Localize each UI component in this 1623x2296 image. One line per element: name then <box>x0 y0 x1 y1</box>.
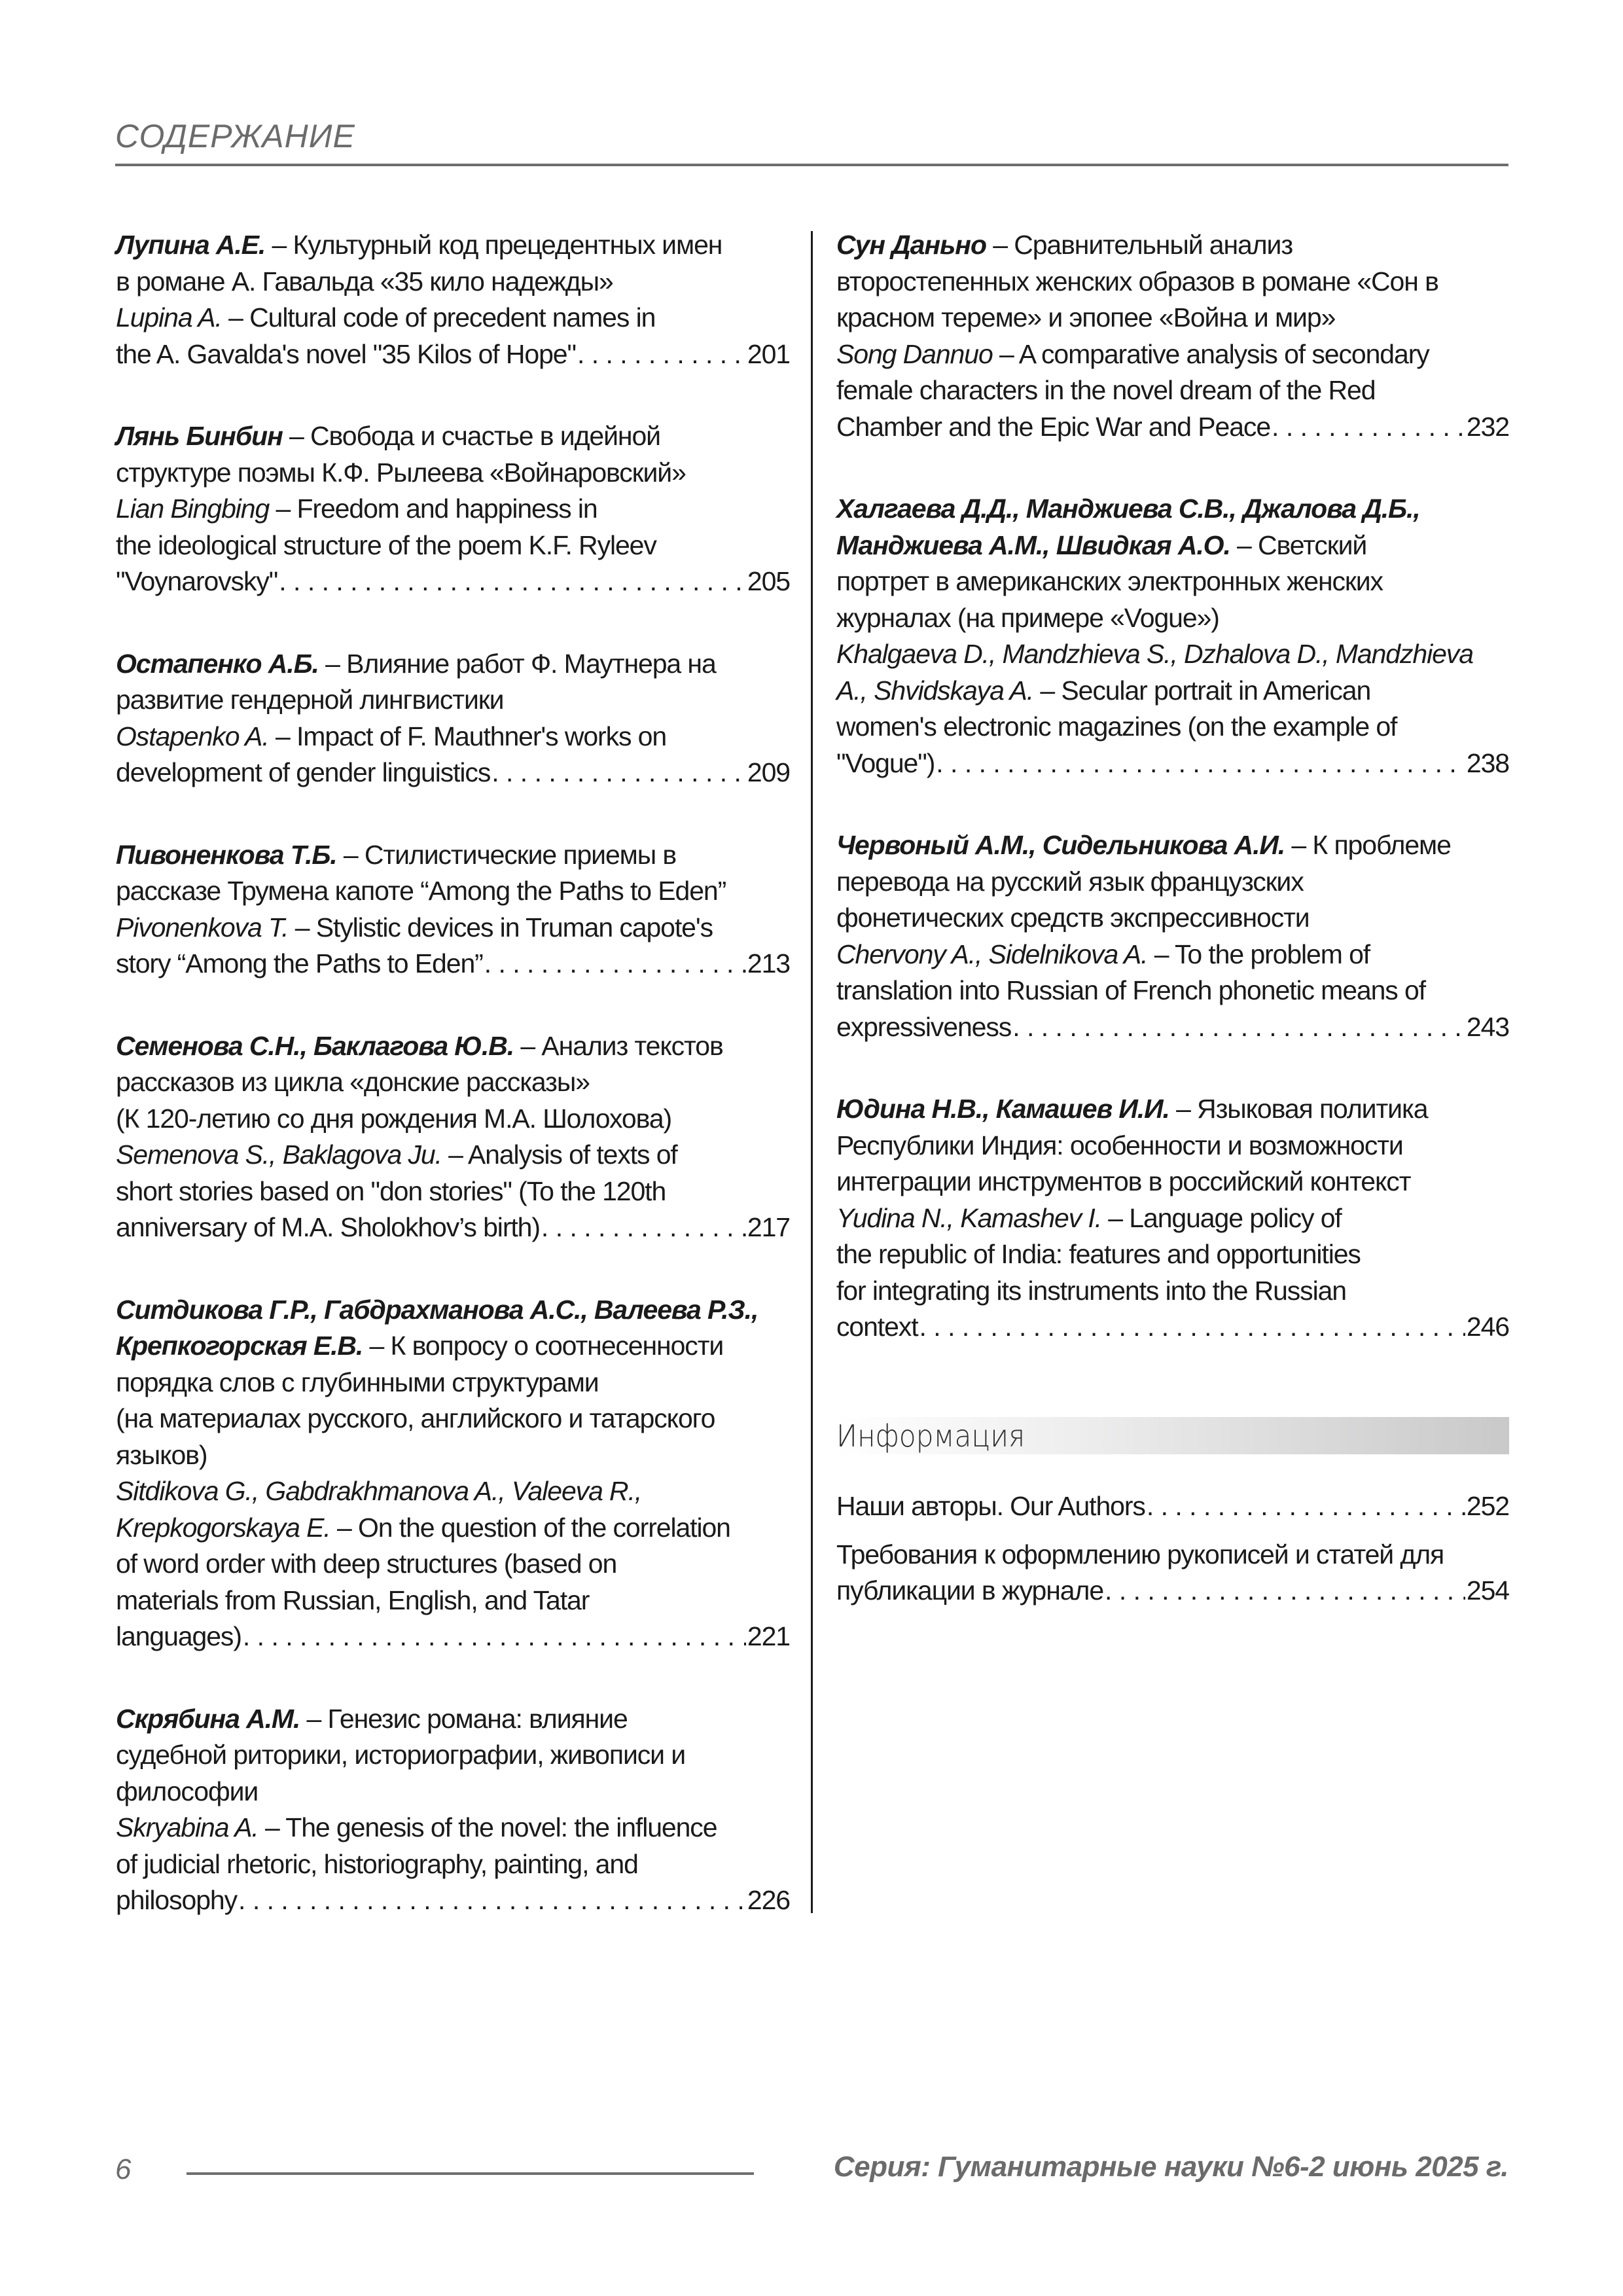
entry-english <box>116 719 790 755</box>
page-title: СОДЕРЖАНИЕ <box>115 118 355 154</box>
info-section <box>836 1417 1509 1621</box>
entry-ru-title-line: красном тереме» и эпопее «Война и мир» <box>836 302 1336 332</box>
entry-en-title-line: of word order with deep structures (based on <box>116 1549 617 1579</box>
entry-page-number[interactable]: 246 <box>1466 1312 1509 1342</box>
info-item-title: публикации в журнале <box>836 1575 1104 1605</box>
entry-ru-authors: Лупина А.Е. <box>116 230 266 260</box>
entry-en-title-line: expressiveness <box>836 1011 1012 1042</box>
entry-russian <box>116 1028 790 1138</box>
entry-english <box>836 336 1509 409</box>
dot-leader <box>936 745 1465 782</box>
entry-page-number[interactable]: 232 <box>1466 411 1509 442</box>
entry-page-number[interactable]: 205 <box>747 566 790 596</box>
entry-en-title-line: – To the problem of <box>1154 939 1370 969</box>
entry-ru-authors: Пивоненкова Т.Б. <box>116 839 337 870</box>
entry-page-number[interactable]: 226 <box>747 1885 790 1915</box>
entry-en-title-line: philosophy <box>116 1885 238 1915</box>
entry-en-title-line: – Impact of F. Mauthner's works on <box>276 721 667 751</box>
entry-en-title-line: development of gender linguistics <box>116 757 491 787</box>
info-item-title: Наши авторы. Our Authors <box>836 1491 1145 1521</box>
entry-last-line <box>836 409 1509 446</box>
entry-ru-title-line: философии <box>116 1776 259 1806</box>
entry-ru-title-line: структуре поэмы К.Ф. Рылеева «Войнаровский» <box>116 457 686 488</box>
entry-en-authors: Song Dannuo <box>836 338 993 369</box>
dot-leader <box>1272 409 1465 446</box>
entry-russian <box>116 837 790 910</box>
entry-russian <box>116 1701 790 1810</box>
entry-page-number[interactable]: 209 <box>747 757 790 787</box>
entry-en-title-line: – Cultural code of precedent names in <box>228 302 656 332</box>
entry-last-line <box>836 1009 1509 1046</box>
entry-ru-title-line: (на материалах русского, английского и татарского <box>116 1403 715 1433</box>
footer-page-number: 6 <box>115 2153 132 2185</box>
entry-en-title-line: materials from Russian, English, and Tatar <box>116 1585 590 1615</box>
entry-ru-authors: Скрябина А.М. <box>116 1703 300 1734</box>
entry-ru-authors: Ситдикова Г.Р., Габдрахманова А.С., Валеева Р.З., Крепкогорская Е.В. <box>116 1294 758 1361</box>
entry-page-number[interactable]: 213 <box>747 948 790 978</box>
entry-en-authors: Pivonenkova T. <box>116 912 289 942</box>
entry-ru-authors: Семенова С.Н., Баклагова Ю.В. <box>116 1030 514 1061</box>
toc-entry[interactable] <box>116 418 790 600</box>
toc-entry[interactable] <box>836 1091 1509 1346</box>
entry-ru-title-line: журналах (на примере «Vogue») <box>836 602 1219 633</box>
entry-page-number[interactable]: 238 <box>1466 747 1509 778</box>
entry-english <box>116 910 790 946</box>
entry-ru-title-line: фонетических средств экспрессивности <box>836 903 1310 933</box>
column-divider <box>811 231 813 1913</box>
entry-ru-title-line: рассказов из цикла «донские рассказы» <box>116 1067 590 1097</box>
entry-ru-title-line: – Сравнительный анализ <box>993 230 1293 260</box>
dot-leader <box>491 755 746 791</box>
info-list <box>836 1488 1509 1609</box>
toc-right-column <box>836 227 1509 1391</box>
entry-ru-title-line: рассказе Трумена капоте “Among the Paths to Eden” <box>116 876 726 906</box>
entry-en-authors: Khalgaeva D., Mandzhieva S., Dzhalova D., Mandzhieva A., Shvidskaya A. <box>836 639 1473 706</box>
entry-ru-title-line: судебной риторики, историографии, живописи и <box>116 1740 686 1770</box>
toc-entry[interactable] <box>836 491 1509 781</box>
entry-russian <box>116 646 790 719</box>
dot-leader <box>1105 1573 1465 1609</box>
toc-entry[interactable] <box>116 1028 790 1246</box>
entry-en-title-line: "Vogue") <box>836 747 935 778</box>
entry-en-title-line: the ideological structure of the poem K.F. Ryleev <box>116 529 656 560</box>
toc-entry[interactable] <box>116 1701 790 1919</box>
entry-english <box>836 937 1509 1009</box>
info-item[interactable] <box>836 1488 1509 1525</box>
entry-ru-title-line: – Свобода и счастье в идейной <box>289 421 660 451</box>
dot-leader <box>1012 1009 1465 1046</box>
info-item-line: Требования к оформлению рукописей и статей для <box>836 1539 1444 1570</box>
entry-ru-title-line: портрет в американских электронных женских <box>836 566 1383 596</box>
dot-leader <box>243 1619 746 1655</box>
info-item-last-line <box>836 1488 1509 1525</box>
footer-series-title: Серия: Гуманитарные науки №6-2 июнь 2025 г. <box>833 2151 1508 2183</box>
entry-ru-authors: Сун Даньно <box>836 230 986 260</box>
entry-en-authors: Lian Bingbing <box>116 493 270 524</box>
entry-ru-title-line: (К 120-летию со дня рождения М.А. Шолохова) <box>116 1103 672 1134</box>
dot-leader <box>541 1210 746 1246</box>
entry-en-title-line: – Stylistic devices in Truman capote's <box>294 912 713 942</box>
entry-last-line <box>116 946 790 982</box>
entry-ru-title-line: второстепенных женских образов в романе «Сон в <box>836 266 1438 296</box>
entry-ru-title-line: Республики Индия: особенности и возможности <box>836 1130 1403 1160</box>
toc-entry[interactable] <box>116 646 790 791</box>
entry-ru-title-line: – Стилистические приемы в <box>343 839 677 870</box>
info-item-last-line <box>836 1573 1509 1609</box>
info-item-page-number[interactable]: 254 <box>1466 1575 1509 1605</box>
entry-en-title-line: – Language policy of <box>1108 1202 1342 1233</box>
entry-last-line <box>116 1619 790 1655</box>
entry-english <box>116 1137 790 1210</box>
entry-en-title-line: the republic of India: features and opportunities <box>836 1239 1361 1269</box>
entry-last-line <box>836 1309 1509 1346</box>
entry-ru-title-line: – К проблеме <box>1291 830 1451 860</box>
entry-last-line <box>116 564 790 600</box>
toc-entry[interactable] <box>116 227 790 372</box>
entry-en-title-line: – Analysis of texts of <box>448 1139 677 1170</box>
entry-ru-title-line: – Языковая политика <box>1176 1094 1428 1124</box>
entry-en-authors: Yudina N., Kamashev I. <box>836 1202 1101 1233</box>
entry-page-number[interactable]: 243 <box>1466 1011 1509 1042</box>
entry-english <box>836 636 1509 745</box>
entry-page-number[interactable]: 201 <box>747 338 790 369</box>
entry-en-title-line: "Voynarovsky" <box>116 566 278 596</box>
entry-en-authors: Chervony A., Sidelnikova A. <box>836 939 1148 969</box>
entry-ru-title-line: – Генезис романа: влияние <box>306 1703 628 1734</box>
entry-en-authors: Ostapenko A. <box>116 721 269 751</box>
entry-ru-title-line: интеграции инструментов в российский контекст <box>836 1166 1411 1196</box>
entry-last-line <box>836 745 1509 782</box>
entry-english <box>116 1810 790 1882</box>
entry-russian <box>836 491 1509 636</box>
entry-en-title-line: Chamber and the Epic War and Peace <box>836 411 1271 442</box>
entry-ru-title-line: в романе А. Гавальда «35 кило надежды» <box>116 266 613 296</box>
entry-ru-authors: Червоный А.М., Сидельникова А.И. <box>836 830 1285 860</box>
toc-entry[interactable] <box>116 837 790 982</box>
entry-en-authors: Semenova S., Baklagova Ju. <box>116 1139 442 1170</box>
entry-ru-title-line: языков) <box>116 1439 207 1470</box>
dot-leader <box>279 564 746 600</box>
entry-en-authors: Sitdikova G., Gabdrakhmanova A., Valeeva R., Krepkogorskaya E. <box>116 1476 642 1543</box>
info-section-title: Информация <box>836 1418 1026 1454</box>
entry-en-title-line: languages) <box>116 1621 241 1651</box>
entry-ru-title-line: перевода на русский язык французских <box>836 866 1304 897</box>
info-item[interactable] <box>836 1537 1509 1609</box>
entry-english <box>116 1473 790 1619</box>
entry-page-number[interactable]: 221 <box>747 1621 790 1651</box>
entry-ru-title-line: – Культурный код прецедентных имен <box>272 230 722 260</box>
entry-en-title-line: – A comparative analysis of secondary <box>999 338 1429 369</box>
entry-en-authors: Skryabina A. <box>116 1812 259 1842</box>
entry-en-title-line: for integrating its instruments into the Russian <box>836 1275 1346 1306</box>
entry-en-title-line: context <box>836 1312 918 1342</box>
entry-ru-authors: Юдина Н.В., Камашев И.И. <box>836 1094 1169 1124</box>
entry-russian <box>836 827 1509 937</box>
entry-english <box>836 1200 1509 1310</box>
entry-en-title-line: anniversary of M.A. Sholokhov’s birth) <box>116 1212 540 1242</box>
entry-russian <box>836 1091 1509 1200</box>
entry-ru-title-line: – Влияние работ Ф. Маутнера на <box>325 648 716 679</box>
entry-en-title-line: translation into Russian of French phonetic means of <box>836 975 1425 1005</box>
entry-ru-title-line: развитие гендерной лингвистики <box>116 685 504 715</box>
entry-en-title-line: – The genesis of the novel: the influence <box>265 1812 717 1842</box>
title-rule-divider <box>115 164 1508 166</box>
info-section-header-bar <box>836 1417 1509 1454</box>
entry-last-line <box>116 755 790 791</box>
dot-leader <box>1147 1488 1465 1525</box>
dot-leader <box>484 946 746 982</box>
entry-english <box>116 491 790 564</box>
entry-ru-title-line: порядка слов с глубинными структурами <box>116 1367 599 1397</box>
dot-leader <box>919 1309 1465 1346</box>
entry-ru-authors: Остапенко А.Б. <box>116 648 319 679</box>
entry-ru-title-line: – К вопросу о соотнесенности <box>369 1331 724 1361</box>
entry-en-title-line: – On the question of the correlation <box>337 1512 730 1543</box>
entry-ru-title-line: – Светский <box>1237 529 1367 560</box>
toc-entry[interactable] <box>836 227 1509 445</box>
entry-en-title-line: – Secular portrait in American <box>1040 675 1371 706</box>
entry-en-authors: Lupina A. <box>116 302 222 332</box>
entry-russian <box>116 1292 790 1474</box>
entry-en-title-line: female characters in the novel dream of the Red <box>836 375 1376 405</box>
dot-leader <box>238 1882 746 1919</box>
toc-entry[interactable] <box>116 1292 790 1655</box>
entry-en-title-line: of judicial rhetoric, historiography, painting, and <box>116 1848 638 1879</box>
toc-left-column <box>116 227 790 1965</box>
entry-ru-authors: Лянь Бинбин <box>116 421 283 451</box>
footer-rule-divider <box>187 2172 754 2175</box>
entry-en-title-line: story “Among the Paths to Eden” <box>116 948 483 978</box>
entry-english <box>116 300 790 336</box>
entry-ru-title-line: – Анализ текстов <box>520 1030 723 1061</box>
dot-leader <box>577 336 746 373</box>
entry-en-title-line: the A. Gavalda's novel "35 Kilos of Hope" <box>116 338 576 369</box>
entry-last-line <box>116 1882 790 1919</box>
info-item-page-number[interactable]: 252 <box>1466 1491 1509 1521</box>
toc-entry[interactable] <box>836 827 1509 1045</box>
entry-en-title-line: short stories based on "don stories" (To the 120th <box>116 1175 666 1206</box>
entry-page-number[interactable]: 217 <box>747 1212 790 1242</box>
entry-en-title-line: – Freedom and happiness in <box>276 493 597 524</box>
entry-russian <box>116 418 790 491</box>
entry-russian <box>836 227 1509 336</box>
entry-ru-authors: Халгаева Д.Д., Манджиева С.В., Джалова Д.Б., Манджиева А.М., Швидкая А.О. <box>836 493 1420 560</box>
entry-russian <box>116 227 790 300</box>
entry-last-line <box>116 1210 790 1246</box>
entry-last-line <box>116 336 790 373</box>
entry-en-title-line: women's electronic magazines (on the example of <box>836 711 1397 742</box>
